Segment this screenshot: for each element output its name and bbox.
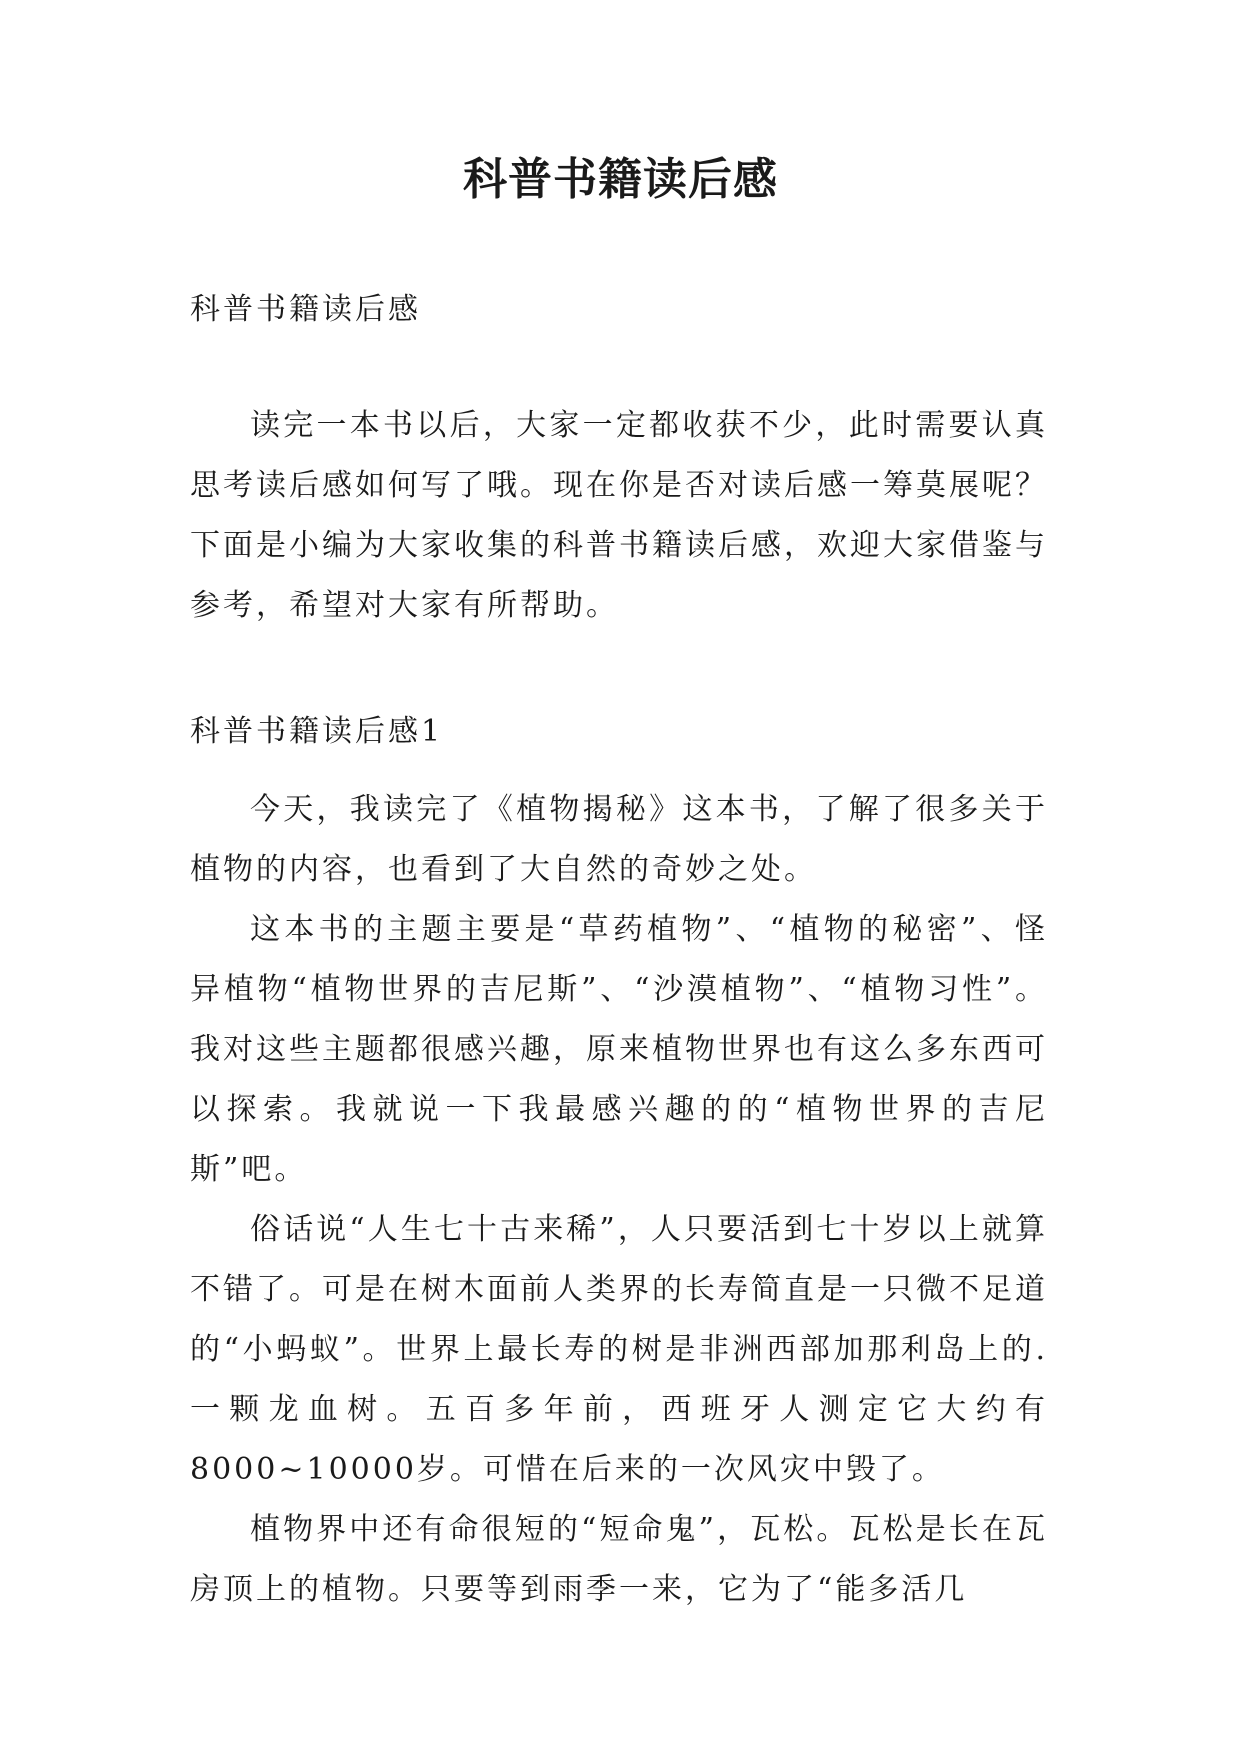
spacer	[190, 636, 1048, 712]
document-subtitle: 科普书籍读后感	[190, 292, 421, 327]
body-paragraph: 植物界中还有命很短的“短命鬼”，瓦松。瓦松是长在瓦房顶上的植物。只要等到雨季一来，它为了“能多活几	[190, 1512, 1048, 1607]
spacer	[190, 330, 1048, 396]
section-heading: 科普书籍读后感1	[190, 714, 444, 749]
document-title: 科普书籍读后感	[463, 154, 778, 205]
document-body	[190, 290, 1048, 1620]
intro-paragraph: 读完一本书以后，大家一定都收获不少，此时需要认真思考读后感如何写了哦。现在你是否对读后感一筹莫展呢？下面是小编为大家收集的科普书籍读后感，欢迎大家借鉴与参考，希望对大家有所帮助。	[190, 408, 1048, 623]
spacer	[190, 752, 1048, 780]
body-paragraph: 这本书的主题主要是“草药植物”、“植物的秘密”、怪异植物“植物世界的吉尼斯”、“沙漠植物”、“植物习性”。我对这些主题都很感兴趣，原来植物世界也有这么多东西可以探索。我就说一下我最感兴趣的的“植物世界的吉尼斯”吧。	[190, 912, 1048, 1187]
body-paragraph: 俗话说“人生七十古来稀”，人只要活到七十岁以上就算不错了。可是在树木面前人类界的长寿简直是一只微不足道的“小蚂蚁”。世界上最长寿的树是非洲西部加那利岛上的.一颗龙血树。五百多年前，西班牙人测定它大约有8000~10000岁。可惜在后来的一次风灾中毁了。	[190, 1212, 1048, 1487]
body-paragraph: 今天，我读完了《植物揭秘》这本书，了解了很多关于植物的内容，也看到了大自然的奇妙之处。	[190, 792, 1048, 887]
